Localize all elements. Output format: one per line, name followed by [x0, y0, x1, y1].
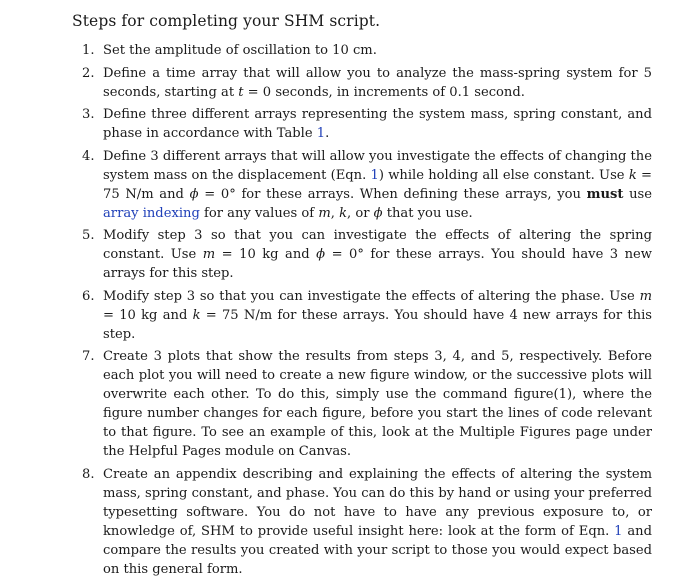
step-8: [82, 465, 652, 579]
table-reference-link[interactable]: 1: [316, 126, 326, 141]
step-number: 3.: [82, 107, 95, 122]
math-value: = 0°: [325, 247, 364, 262]
step-text: Set the amplitude of oscillation to 10 cm.: [103, 43, 377, 58]
step-text: and: [157, 307, 193, 323]
math-value: = 0°: [198, 186, 236, 202]
math-variable-m: m: [202, 247, 216, 262]
math-variable-phi: ϕ: [189, 186, 199, 202]
step-text: and compare the results you created with your script to those you would expect based on this general form.: [103, 523, 652, 577]
step-text: seconds, in increments of 0.1 second.: [271, 84, 525, 100]
step-number: 4.: [82, 148, 95, 164]
step-3: [82, 105, 652, 143]
step-2: [82, 64, 652, 102]
step-text: Define 3 different arrays that will allow you investigate the effects of changing the system mass on the displacement (Eqn.: [103, 148, 652, 183]
emphasis-must: must: [586, 186, 624, 202]
step-number: 6.: [82, 288, 95, 304]
step-text: Define a time array that will allow you to analyze the mass-spring system for 5 seconds, starting at: [103, 65, 652, 100]
step-text: use: [623, 186, 652, 202]
equation-reference-link[interactable]: 1: [614, 523, 623, 539]
math-variable-phi: ϕ: [316, 247, 326, 262]
steps-list: [82, 41, 652, 579]
array-indexing-link[interactable]: array indexing: [103, 205, 200, 221]
equation-reference-link[interactable]: 1: [370, 167, 379, 183]
step-text: for any values of: [199, 205, 319, 221]
step-text: ) while holding all else constant. Use: [378, 167, 629, 183]
step-text: Modify step 3 so that you can investigate the effects of altering the phase. Use: [103, 288, 640, 304]
step-text: for these arrays. You should have 4 new arrays for this step.: [103, 307, 652, 342]
step-1: [82, 41, 652, 60]
step-text: Create an appendix describing and explaining the effects of altering the system mass, spring constant, and phase. You can do this by hand or using your preferred typesetting software. You do not have to have any previous exposure to, or knowledge of, SHM to provide useful insight here: look at the form of Eqn.: [103, 466, 652, 539]
step-text: Define three different arrays representing the system mass, spring constant, and phase in accordance with Table: [103, 107, 652, 141]
step-5: [82, 226, 652, 283]
math-variable-k: k: [192, 307, 201, 323]
step-text: and: [278, 247, 317, 262]
step-number: 8.: [82, 466, 95, 482]
math-value: = 10 kg: [215, 247, 279, 262]
step-text: Create 3 plots that show the results from steps 3, 4, and 5, respectively. Before each plot you will need to create a new figure window, or the successive plots will overwrite each other. To do this, simply use the command figure(1), where the figure number changes for each figure, before you start the lines of code relevant to that figure. To see an example of this, look at the Multiple Figures page under the Helpful Pages module on Canvas.: [103, 349, 652, 459]
step-text: that you use.: [382, 205, 473, 221]
math-variable-k: k: [339, 205, 347, 221]
step-6: [82, 287, 652, 344]
step-text: ,: [330, 205, 340, 221]
page-heading: Steps for completing your SHM script.: [72, 12, 381, 30]
math-value: = 75 N/m: [200, 307, 273, 323]
step-text: , or: [347, 205, 374, 221]
step-text: for these arrays. You should have 3 new arrays for this step.: [103, 247, 653, 281]
step-number: 7.: [82, 349, 95, 364]
math-variable-m: m: [318, 205, 331, 221]
math-value: = 75 N/m: [103, 167, 652, 202]
math-variable-k: k: [628, 167, 637, 183]
math-variable-t: t: [238, 84, 244, 100]
step-text: and: [153, 186, 190, 202]
math-variable-m: m: [639, 288, 652, 304]
step-number: 1.: [82, 43, 95, 58]
step-text: .: [325, 126, 330, 141]
math-value: = 0: [243, 84, 272, 100]
step-text: for these arrays. When defining these arrays, you: [235, 186, 587, 202]
step-number: 5.: [82, 228, 95, 243]
step-text: Modify step 3 so that you can investigate the effects of altering the spring constant. Use: [103, 228, 652, 262]
math-variable-phi: ϕ: [373, 205, 383, 221]
step-number: 2.: [82, 65, 95, 81]
step-4: [82, 147, 652, 223]
step-7: [82, 347, 652, 461]
math-value: = 10 kg: [103, 307, 158, 323]
